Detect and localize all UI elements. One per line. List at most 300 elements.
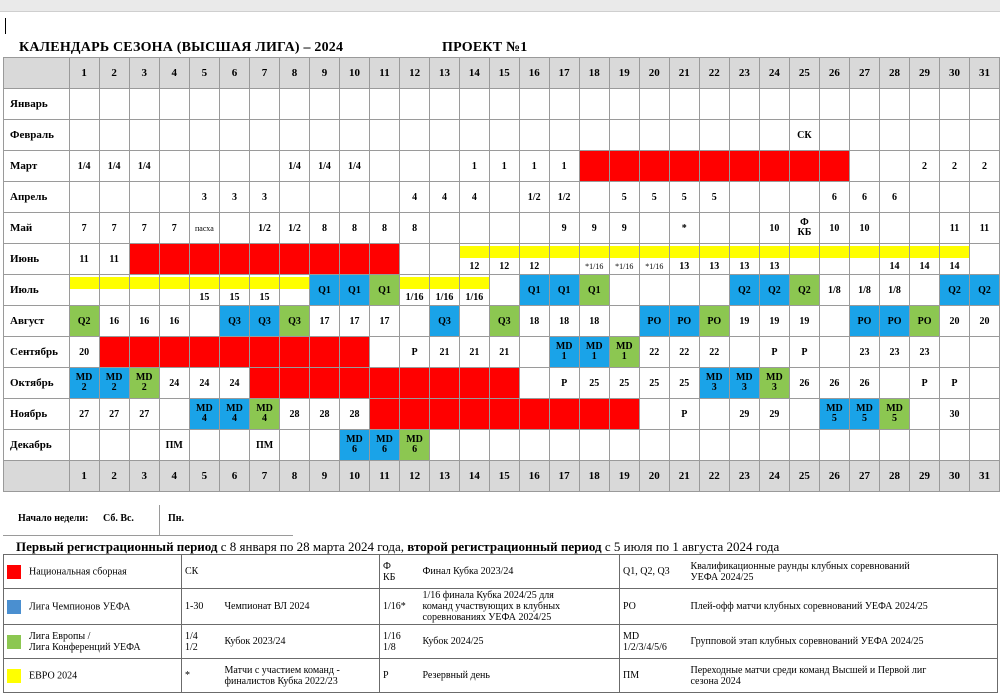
week-start-alt: Пн.	[168, 513, 185, 524]
day-cell	[430, 430, 460, 461]
day-cell-text: 12	[529, 261, 540, 272]
legend-cl-text: Лига Чемпионов УЕФА	[29, 600, 131, 612]
day-cell	[430, 244, 460, 275]
day-cell	[369, 337, 399, 368]
day-cell	[310, 244, 340, 275]
day-cell	[189, 306, 219, 337]
day-header-24: 24	[759, 58, 789, 89]
day-cell	[310, 306, 340, 337]
day-cell	[250, 399, 280, 430]
day-cell	[250, 368, 280, 399]
day-cell	[910, 89, 940, 120]
day-cell	[669, 120, 699, 151]
day-cell	[609, 89, 639, 120]
day-cell-text: 16	[109, 315, 120, 327]
day-header-18: 18	[579, 58, 609, 89]
day-header-6: 6	[219, 58, 249, 89]
legend-md-text: Групповой этап клубных соревнований УЕФА 2024/25	[688, 625, 998, 659]
day-cell-text: 17	[349, 315, 360, 327]
day-cell-text: *1/16	[645, 262, 664, 271]
day-header-17: 17	[549, 58, 579, 89]
day-cell	[849, 337, 879, 368]
day-cell	[609, 399, 639, 430]
legend-national	[4, 555, 182, 589]
day-cell-text: 25	[649, 377, 660, 389]
legend-champ-code: 1-30	[182, 589, 222, 625]
euro-strip	[820, 246, 849, 258]
day-cell-text: Q2	[77, 315, 91, 327]
day-header-22: 22	[699, 461, 729, 492]
day-cell	[669, 337, 699, 368]
day-header-16: 16	[519, 58, 549, 89]
day-header-2: 2	[99, 58, 129, 89]
day-header-25: 25	[789, 58, 819, 89]
day-cell	[729, 89, 759, 120]
day-cell	[189, 430, 219, 461]
day-cell	[219, 120, 249, 151]
day-cell	[280, 151, 310, 182]
day-cell	[609, 182, 639, 213]
day-cell	[609, 213, 639, 244]
day-header-19: 19	[609, 58, 639, 89]
day-cell	[159, 430, 189, 461]
day-cell-text: 16	[169, 315, 180, 327]
day-cell	[910, 306, 940, 337]
day-cell	[639, 306, 669, 337]
day-cell	[339, 275, 369, 306]
day-cell	[699, 182, 729, 213]
day-cell	[759, 306, 789, 337]
legend-r16-text: 1/16 финала Кубка 2024/25 для команд участвующих в клубных соревнованиях УЕФА 2024/25	[420, 589, 620, 625]
header-corner	[4, 461, 70, 492]
day-cell	[729, 120, 759, 151]
day-cell	[189, 399, 219, 430]
day-cell	[489, 337, 519, 368]
day-cell-text: MD 1	[615, 341, 633, 362]
euro-strip	[190, 277, 219, 289]
euro-strip	[640, 246, 669, 258]
day-cell-text: СК	[797, 129, 812, 141]
day-cell	[400, 399, 430, 430]
day-cell	[460, 368, 490, 399]
day-cell-text: 10	[769, 222, 780, 234]
day-cell	[430, 306, 460, 337]
day-cell	[69, 306, 99, 337]
day-cell	[699, 306, 729, 337]
day-cell	[880, 430, 910, 461]
legend-ck-code: СК	[182, 555, 222, 589]
day-cell	[940, 244, 970, 275]
day-cell	[849, 399, 879, 430]
day-cell	[549, 399, 579, 430]
day-cell	[519, 182, 549, 213]
day-cell	[369, 430, 399, 461]
day-cell-text: 18	[589, 315, 600, 327]
legend-cup25-text: Кубок 2024/25	[420, 625, 620, 659]
day-cell	[69, 213, 99, 244]
legend-euro	[4, 659, 182, 693]
day-cell	[849, 89, 879, 120]
day-cell	[969, 151, 999, 182]
day-cell-text: 1/4	[318, 160, 331, 172]
month-label: Июнь	[4, 244, 70, 275]
day-cell	[369, 120, 399, 151]
day-cell	[639, 244, 669, 275]
day-cell	[310, 120, 340, 151]
legend-pm-text: Переходные матчи среди команд Высшей и Первой лиг сезона 2024	[688, 659, 998, 693]
day-cell-text: MD 4	[256, 403, 273, 424]
day-cell	[880, 213, 910, 244]
euro-strip	[430, 277, 459, 289]
day-cell	[609, 337, 639, 368]
day-header-17: 17	[549, 461, 579, 492]
month-label: Март	[4, 151, 70, 182]
day-cell	[280, 430, 310, 461]
day-cell-text: Q2	[798, 284, 811, 296]
day-cell	[940, 151, 970, 182]
day-cell	[549, 337, 579, 368]
legend-po-code: РО	[620, 589, 688, 625]
week-underline	[3, 535, 293, 536]
day-cell	[940, 213, 970, 244]
day-cell	[969, 368, 999, 399]
reg-period-2-label: второй регистрационный период	[407, 539, 602, 554]
day-cell-text: Р	[801, 346, 808, 358]
day-cell	[250, 213, 280, 244]
day-cell-text: 29	[769, 408, 780, 420]
day-cell	[579, 182, 609, 213]
day-header-7: 7	[250, 58, 280, 89]
day-cell	[669, 89, 699, 120]
day-cell	[99, 399, 129, 430]
day-cell-text: MD 1	[585, 341, 603, 362]
day-cell	[849, 430, 879, 461]
day-cell	[579, 306, 609, 337]
day-cell	[129, 120, 159, 151]
euro-strip	[70, 277, 99, 289]
day-cell	[519, 368, 549, 399]
euro-strip	[130, 277, 159, 289]
day-cell	[789, 275, 819, 306]
day-cell	[759, 275, 789, 306]
day-cell	[910, 430, 940, 461]
day-cell	[99, 337, 129, 368]
euro-strip	[250, 277, 279, 289]
day-cell	[310, 89, 340, 120]
day-cell-text: 11	[979, 222, 990, 234]
day-cell	[369, 89, 399, 120]
day-cell	[579, 244, 609, 275]
day-header-7: 7	[250, 461, 280, 492]
day-cell	[759, 368, 789, 399]
day-cell-text: Q2	[978, 284, 991, 296]
day-cell	[400, 120, 430, 151]
day-cell	[250, 275, 280, 306]
day-cell	[729, 306, 759, 337]
day-cell	[159, 120, 189, 151]
euro-strip	[580, 246, 609, 258]
day-cell-text: 7	[81, 222, 87, 234]
day-cell	[310, 399, 340, 430]
day-header-27: 27	[849, 461, 879, 492]
day-cell	[280, 182, 310, 213]
legend-res-code: Р	[380, 659, 420, 693]
day-cell	[639, 430, 669, 461]
day-header-4: 4	[159, 58, 189, 89]
day-cell-text: 8	[351, 222, 357, 234]
reg-period-1-text: с 8 января по 28 марта 2024 года,	[217, 539, 408, 554]
day-cell	[339, 399, 369, 430]
legend-table	[3, 554, 998, 693]
day-cell	[250, 151, 280, 182]
day-cell	[639, 337, 669, 368]
day-cell	[729, 151, 759, 182]
day-cell	[369, 275, 399, 306]
day-cell-text: 10	[829, 222, 840, 234]
season-calendar-table	[3, 57, 1000, 492]
day-cell-text: 22	[709, 346, 720, 358]
red-swatch-icon	[7, 565, 21, 579]
day-cell	[609, 306, 639, 337]
day-cell-text: *1/16	[585, 262, 604, 271]
day-cell-text: 2	[981, 160, 987, 172]
day-cell	[819, 244, 849, 275]
legend-fkb-code: Ф КБ	[380, 555, 420, 589]
day-cell	[519, 399, 549, 430]
day-cell-text: 2	[922, 160, 928, 172]
day-cell-text: 19	[799, 315, 810, 327]
day-header-1: 1	[69, 58, 99, 89]
day-cell	[699, 89, 729, 120]
day-cell	[940, 275, 970, 306]
day-cell-text: Q1	[527, 284, 541, 296]
euro-strip	[670, 246, 699, 258]
day-cell-text: Р	[561, 377, 568, 389]
day-cell	[699, 275, 729, 306]
day-cell	[729, 337, 759, 368]
day-cell	[250, 89, 280, 120]
day-cell	[880, 244, 910, 275]
day-cell-text: 13	[769, 261, 780, 272]
day-cell	[819, 337, 849, 368]
day-cell	[489, 306, 519, 337]
day-header-14: 14	[460, 58, 490, 89]
day-cell	[759, 399, 789, 430]
day-cell	[969, 120, 999, 151]
euro-strip	[940, 246, 969, 258]
day-cell	[699, 244, 729, 275]
day-cell	[759, 213, 789, 244]
day-cell	[519, 89, 549, 120]
day-cell	[849, 213, 879, 244]
day-cell-text: Q1	[348, 284, 361, 296]
day-cell-text: 1/4	[288, 160, 301, 172]
day-cell-text: 1/8	[858, 284, 871, 296]
day-cell	[99, 182, 129, 213]
day-cell	[69, 337, 99, 368]
day-cell	[579, 89, 609, 120]
legend-md-code: MD 1/2/3/4/5/6	[620, 625, 688, 659]
day-cell	[159, 89, 189, 120]
day-cell	[639, 120, 669, 151]
day-cell	[759, 244, 789, 275]
day-cell-text: 1/4	[348, 160, 361, 172]
day-cell	[789, 337, 819, 368]
week-start-label	[18, 513, 134, 524]
day-header-14: 14	[460, 461, 490, 492]
day-cell	[99, 151, 129, 182]
legend-cup25-code: 1/16 1/8	[380, 625, 420, 659]
day-cell	[430, 151, 460, 182]
day-cell	[849, 120, 879, 151]
day-cell	[69, 120, 99, 151]
day-cell	[189, 151, 219, 182]
day-cell	[880, 337, 910, 368]
day-cell-text: 18	[529, 315, 540, 327]
day-cell	[159, 306, 189, 337]
day-cell	[159, 151, 189, 182]
day-cell	[759, 182, 789, 213]
day-header-row-bottom	[4, 461, 1000, 492]
blue-swatch-icon	[7, 600, 21, 614]
day-cell	[579, 430, 609, 461]
day-cell-text: Ф КБ	[797, 217, 812, 238]
day-header-22: 22	[699, 58, 729, 89]
day-cell	[369, 306, 399, 337]
day-cell-text: 13	[739, 261, 750, 272]
day-cell-text: 1/2	[288, 222, 301, 234]
legend-ck-text	[222, 555, 380, 589]
euro-strip	[910, 246, 939, 258]
day-cell	[99, 89, 129, 120]
day-cell-text: 4	[442, 191, 448, 203]
day-cell	[430, 213, 460, 244]
day-cell	[789, 430, 819, 461]
day-cell-text: 28	[289, 408, 300, 420]
day-cell	[789, 213, 819, 244]
day-cell	[639, 182, 669, 213]
day-cell	[400, 182, 430, 213]
week-start-caption: Начало недели:	[18, 513, 89, 524]
day-header-20: 20	[639, 461, 669, 492]
day-cell	[819, 368, 849, 399]
day-cell	[159, 399, 189, 430]
day-cell	[69, 399, 99, 430]
euro-strip	[550, 246, 579, 258]
month-row	[4, 275, 1000, 306]
day-cell	[759, 430, 789, 461]
day-cell	[729, 368, 759, 399]
day-cell	[729, 244, 759, 275]
day-cell	[940, 337, 970, 368]
day-header-23: 23	[729, 461, 759, 492]
euro-strip	[790, 246, 819, 258]
day-cell-text: 19	[739, 315, 750, 327]
day-header-28: 28	[880, 461, 910, 492]
legend-cl	[4, 589, 182, 625]
day-cell	[310, 368, 340, 399]
day-cell	[669, 275, 699, 306]
day-cell	[729, 399, 759, 430]
month-row	[4, 151, 1000, 182]
day-cell	[489, 368, 519, 399]
day-cell	[159, 213, 189, 244]
day-cell-text: 25	[679, 377, 690, 389]
day-cell-text: 14	[919, 261, 930, 272]
day-cell	[280, 306, 310, 337]
day-cell	[129, 151, 159, 182]
day-cell-text: Q1	[378, 284, 391, 296]
day-cell	[489, 275, 519, 306]
day-cell	[729, 213, 759, 244]
day-cell	[489, 89, 519, 120]
day-cell-text: PO	[887, 315, 902, 327]
day-cell	[729, 430, 759, 461]
day-cell	[699, 120, 729, 151]
day-cell-text: 27	[109, 408, 120, 420]
day-cell-text: 26	[859, 377, 870, 389]
day-cell-text: MD 5	[886, 403, 903, 424]
day-cell-text: 1/2	[557, 191, 571, 203]
day-cell-text: Q3	[228, 315, 241, 327]
day-cell	[189, 244, 219, 275]
day-header-13: 13	[430, 58, 460, 89]
day-cell-text: 23	[859, 346, 870, 358]
euro-strip	[850, 246, 879, 258]
day-cell	[159, 182, 189, 213]
day-cell	[339, 368, 369, 399]
month-row	[4, 306, 1000, 337]
day-cell-text: 8	[321, 222, 327, 234]
day-cell	[219, 399, 249, 430]
day-cell	[849, 368, 879, 399]
day-cell-text: 25	[589, 377, 600, 389]
day-header-8: 8	[280, 58, 310, 89]
month-row	[4, 244, 1000, 275]
day-cell	[250, 182, 280, 213]
day-cell-text: 9	[591, 222, 597, 234]
day-cell-text: ПМ	[165, 439, 183, 451]
day-cell	[430, 89, 460, 120]
day-cell	[460, 213, 490, 244]
day-cell	[99, 430, 129, 461]
day-cell	[579, 337, 609, 368]
day-cell-text: 16	[139, 315, 150, 327]
day-cell	[669, 368, 699, 399]
day-cell	[910, 399, 940, 430]
day-header-24: 24	[759, 461, 789, 492]
day-cell	[159, 337, 189, 368]
euro-strip	[280, 277, 309, 289]
day-cell	[789, 306, 819, 337]
day-cell	[219, 275, 249, 306]
day-cell	[910, 275, 940, 306]
day-header-30: 30	[940, 58, 970, 89]
day-cell	[699, 430, 729, 461]
day-cell	[250, 244, 280, 275]
day-cell	[910, 213, 940, 244]
day-cell	[759, 120, 789, 151]
day-cell-text: 4	[471, 191, 477, 203]
day-cell-text: MD 5	[826, 403, 843, 424]
day-header-12: 12	[400, 58, 430, 89]
yellow-swatch-icon	[7, 669, 21, 683]
day-cell-text: 15	[259, 292, 270, 303]
day-header-5: 5	[189, 461, 219, 492]
day-header-26: 26	[819, 461, 849, 492]
day-cell	[280, 244, 310, 275]
day-cell	[339, 151, 369, 182]
